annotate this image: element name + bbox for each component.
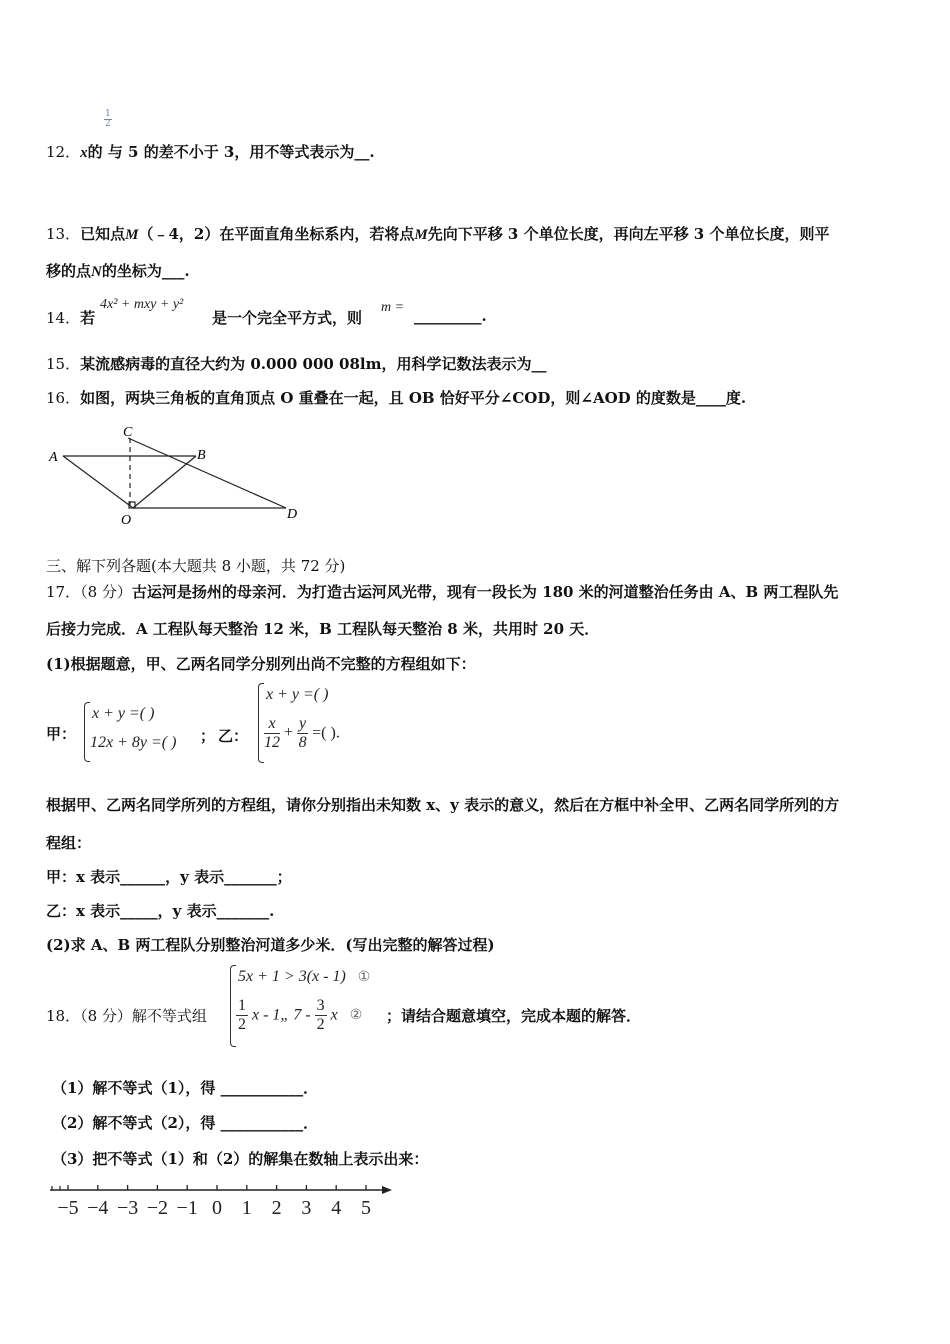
question-18-label <box>46 1005 207 1026</box>
question-17-line2: 后接力完成．A 工程队每天整治 12 米，B 工程队每天整治 8 米，共用时 20 天． <box>46 620 600 638</box>
number-line-arrow-icon <box>382 1186 392 1194</box>
q14-prefix: 若 <box>80 309 96 327</box>
number-line-label: −5 <box>57 1197 79 1219</box>
label-a: A <box>49 450 58 465</box>
q18-three-halves <box>315 998 327 1033</box>
q18-half <box>236 998 248 1033</box>
q12-half-num: 1 <box>105 109 111 119</box>
q12-number: 12． <box>46 143 81 161</box>
number-line-label: 3 <box>301 1197 312 1219</box>
q12-x: x <box>80 145 88 161</box>
number-line <box>46 1178 396 1222</box>
q13-text-b: （﹣4，2）在平面直角坐标系内，若将点 <box>138 225 415 243</box>
frac-x-den: 12 <box>264 734 280 751</box>
frac-x-num: x <box>264 716 280 734</box>
q13-point-m2: M <box>414 227 428 243</box>
segment-c-d <box>128 438 286 508</box>
number-line-label: −2 <box>146 1197 169 1219</box>
question-14 <box>46 307 95 328</box>
q17-semicolon: ； <box>200 727 216 745</box>
label-b: B <box>197 448 206 463</box>
q16-figure <box>46 420 308 528</box>
q18-circ1: ① <box>357 970 371 985</box>
q17-jia-label: 甲： <box>46 725 77 743</box>
q17-yi-eq2 <box>264 716 340 751</box>
q14-m-equals: m = <box>381 300 405 315</box>
q17-yi-fill: 乙：x 表示_____，y 表示_______. <box>46 902 275 920</box>
q18-half-num: 1 <box>238 997 246 1014</box>
q17-part2: (2)求 A、B 两工程队分别整治河道多少米．(写出完整的解答过程) <box>46 936 495 954</box>
frac-y-num: y <box>299 715 307 732</box>
number-line-label: −4 <box>87 1197 109 1219</box>
q14-mid <box>212 307 362 328</box>
q17-yi-label: 乙： <box>218 727 249 745</box>
question-13-line1 <box>46 223 829 244</box>
q13-end: . <box>184 262 190 280</box>
q18-ineq1 <box>238 968 370 986</box>
q15-number: 15． <box>46 355 81 373</box>
q16-text: 如图，两块三角板的直角顶点 O 重叠在一起，且 OB 恰好平分∠COD，则∠AOD 的度数是 <box>80 389 696 407</box>
q14-number: 14． <box>46 309 81 327</box>
q17-jia-eq1: x + y =( ) <box>92 705 155 722</box>
number-line-label: −3 <box>116 1197 139 1219</box>
q12-end: . <box>369 143 375 161</box>
q13-point-m: M <box>125 227 139 243</box>
q15-blank: __ <box>531 355 547 373</box>
q18-step1: （1）解不等式（1），得 ___________． <box>52 1079 319 1097</box>
q12-text: 的 与 5 的差不小于 3，用不等式表示为 <box>87 143 355 161</box>
q18-tail: ；请结合题意填空，完成本题的解答． <box>386 1007 642 1025</box>
q17-jia-eq2: 12x + 8y =( ) <box>90 734 177 751</box>
number-line-label: 2 <box>271 1197 282 1219</box>
q12-blank: __ <box>354 143 370 161</box>
q17-jia-brace <box>84 702 90 762</box>
number-line-label: 4 <box>331 1197 342 1219</box>
q18-three-den: 2 <box>316 1016 325 1033</box>
q16-number: 16． <box>46 389 81 407</box>
q13-text-d: 移的点 <box>46 262 92 280</box>
q17-text-1: 古运河是扬州的母亲河．为打造古运河风光带，现有一段长为 180 米的河道整治任务由 A、B 两工程队先 <box>131 583 839 601</box>
q17-yi-plus: + <box>284 724 294 742</box>
q14-answer <box>414 307 487 325</box>
q17-number: 17． <box>46 583 81 601</box>
q13-point-n: N <box>91 264 102 280</box>
q18-circ2: ② <box>349 1008 363 1023</box>
q14-blank: _________ <box>414 307 482 325</box>
q18-three-num: 3 <box>316 997 325 1014</box>
q17-yi-frac-y <box>297 716 308 751</box>
q14-end: . <box>481 307 487 325</box>
q17-yi-frac-x <box>264 716 280 751</box>
q14-mid-text: 是一个完全平方式，则 <box>212 309 363 327</box>
q18-ineq2 <box>236 998 362 1033</box>
q18-ineq2-mid: x - 1„ 7 - <box>252 1006 311 1024</box>
q18-step2: （2）解不等式（2），得 ___________． <box>52 1114 319 1132</box>
q12-half-fraction <box>104 110 112 129</box>
section-3-title: 三、解下列各题(本大题共 8 小题，共 72 分) <box>46 557 346 575</box>
number-line-label: 5 <box>361 1197 371 1219</box>
q17-explain-1: 根据甲、乙两名同学所列的方程组，请你分别指出未知数 x、y 表示的意义，然后在方框中补全甲、乙两名同学所列的方 <box>46 796 840 814</box>
label-o: O <box>121 513 132 528</box>
q18-label: 解不等式组 <box>131 1007 207 1025</box>
question-16 <box>46 387 746 408</box>
frac-y-den: 8 <box>298 734 307 751</box>
label-d: D <box>287 507 298 522</box>
q18-ineq1-text: 5x + 1 > 3(x - 1) <box>238 968 346 985</box>
q17-yi-eq1: x + y =( ) <box>266 686 329 703</box>
question-13-line2 <box>46 260 190 281</box>
q18-step3: （3）把不等式（1）和（2）的解集在数轴上表示出来： <box>52 1150 429 1168</box>
q15-text: 某流感病毒的直径大约为 0.000 000 08lm，用科学记数法表示为 <box>80 355 532 373</box>
q18-number: 18． <box>46 1007 81 1025</box>
q13-text-c: 先向下平移 3 个单位长度，再向左平移 3 个单位长度，则平 <box>427 225 830 243</box>
number-line-label: −1 <box>176 1197 198 1219</box>
q17-score: （8 分） <box>80 583 132 601</box>
q17-explain-2: 程组： <box>46 834 92 852</box>
q18-ineq2-tail: x <box>330 1006 338 1024</box>
q17-yi-eq2-tail: =( ). <box>312 724 340 742</box>
q17-jia-fill: 甲：x 表示______，y 表示_______； <box>46 868 292 886</box>
question-15 <box>46 353 547 374</box>
segment-a-o <box>63 456 133 508</box>
number-line-label: 1 <box>241 1197 252 1219</box>
question-12 <box>46 141 375 162</box>
label-c: C <box>123 425 133 440</box>
q13-text-e: 的坐标为 <box>101 262 162 280</box>
q14-expression: 4x² + mxy + y² <box>100 297 184 312</box>
q13-text-a: 已知点 <box>80 225 126 243</box>
q13-blank: ___ <box>161 262 185 280</box>
q16-end: 度. <box>725 389 747 407</box>
q17-part1: (1)根据题意，甲、乙两名同学分别列出尚不完整的方程组如下： <box>46 655 476 673</box>
number-line-label: 0 <box>212 1197 222 1219</box>
q13-number: 13． <box>46 225 81 243</box>
q16-blank: ____ <box>695 389 726 407</box>
question-17-line1 <box>46 581 838 602</box>
q18-score: （8 分） <box>80 1007 132 1025</box>
q18-half-den: 2 <box>238 1016 246 1033</box>
q12-half-den: 2 <box>105 119 111 129</box>
